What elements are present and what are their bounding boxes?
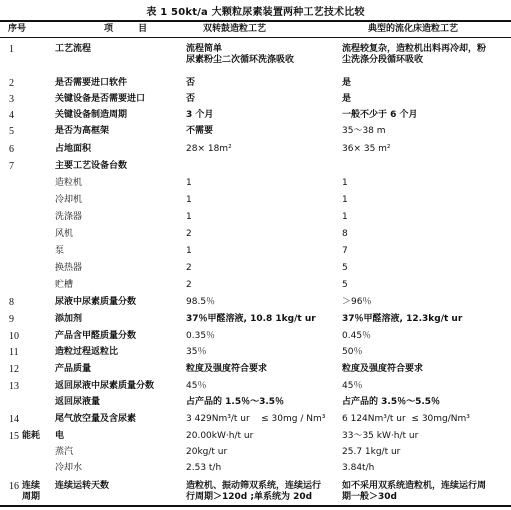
row-drum-value: 3 429Nm³/t ur ≤ 30mg / Nm³ <box>186 414 326 424</box>
row-item: 贮槽 <box>55 280 74 290</box>
row-item: 电 <box>55 431 65 441</box>
row-item: 关键设备是否需要进口 <box>55 94 146 104</box>
row-item: 连续运转天数 <box>55 481 110 491</box>
row-fluid-value: 36× 35 m² <box>342 144 391 154</box>
row-drum-value: 2 <box>186 280 192 290</box>
row-category: 能耗 <box>22 431 41 441</box>
row-number: 9 <box>9 314 14 325</box>
row-item: 换热器 <box>55 263 83 273</box>
row-number: 3 <box>9 94 14 105</box>
row-number: 5 <box>9 126 14 137</box>
row-fluid-value: 50％ <box>342 347 363 357</box>
row-drum-value: 占产品的 1.5％～3.5％ <box>186 397 285 407</box>
row-item: 冷却机 <box>55 195 83 205</box>
row-item: 返回尿液中尿素质量分数 <box>55 381 155 391</box>
row-number: 15 <box>9 431 19 442</box>
row-item: 冷却水 <box>55 463 83 473</box>
row-drum-value: 1 <box>186 195 192 205</box>
row-fluid-value: ＞96％ <box>342 297 372 307</box>
row-fluid-value: 是 <box>342 94 352 104</box>
row-item: 返回尿液量 <box>55 397 101 407</box>
header-item: 项 目 <box>104 24 148 34</box>
row-drum-value: 否 <box>186 78 196 88</box>
row-drum-value: 20.00kW·h/t ur <box>186 431 254 441</box>
row-fluid-value: 3.84t/h <box>342 463 375 473</box>
row-item: 洗涤器 <box>55 212 83 222</box>
row-drum-value: 2 <box>186 229 192 239</box>
header-fluid: 典型的流化床造粒工艺 <box>368 24 459 34</box>
row-fluid-value: 7 <box>342 246 348 256</box>
row-item: 造粒机 <box>55 178 83 188</box>
row-drum-value: 2 <box>186 263 192 273</box>
row-item: 产品质量 <box>55 364 92 374</box>
row-item: 风机 <box>55 229 74 239</box>
row-number: 10 <box>9 331 19 342</box>
row-drum-value: 否 <box>186 94 196 104</box>
row-item: 是否需要进口软件 <box>55 78 128 88</box>
row-number: 14 <box>9 414 19 425</box>
row-item: 工艺流程 <box>55 44 92 54</box>
row-fluid-value: 33～35 kW·h/t ur <box>342 431 419 441</box>
header-no: 序号 <box>8 24 27 34</box>
row-fluid-value: 0.45％ <box>342 331 372 341</box>
row-fluid-value: 45％ <box>342 381 363 391</box>
row-fluid-value: 流程较复杂，造粒机出料再冷却，粉 尘洗涤分段循环吸收 <box>342 44 487 65</box>
row-item: 蒸汽 <box>55 447 74 457</box>
row-drum-value: 造粒机、振动筛双系统，连续运行 行周期＞120d ;单系统为 20d <box>186 481 322 502</box>
row-fluid-value: 35～38 m <box>342 126 386 136</box>
row-item: 产品含甲醛质量分数 <box>55 331 137 341</box>
top-rule <box>0 20 511 22</box>
row-drum-value: 37％甲醛溶液, 10.8 1kg/t ur <box>186 314 316 324</box>
row-number: 11 <box>9 347 19 358</box>
row-item: 占地面积 <box>55 144 92 154</box>
row-fluid-value: 粒度及强度符合要求 <box>342 364 424 374</box>
row-drum-value: 0.35％ <box>186 331 216 341</box>
row-item: 是否为高框架 <box>55 126 110 136</box>
row-drum-value: 1 <box>186 246 192 256</box>
row-drum-value: 3 个月 <box>186 110 214 120</box>
row-drum-value: 1 <box>186 178 192 188</box>
row-number: 4 <box>9 110 14 121</box>
row-number: 2 <box>9 78 14 89</box>
row-fluid-value: 5 <box>342 280 348 290</box>
row-number: 6 <box>9 144 14 155</box>
row-fluid-value: 如不采用双系统造粒机，连续运行周 期一般＞30d <box>342 481 487 502</box>
row-drum-value: 20kg/t ur <box>186 447 228 457</box>
row-fluid-value: 5 <box>342 263 348 273</box>
row-number: 8 <box>9 297 14 308</box>
row-number: 12 <box>9 364 19 375</box>
row-fluid-value: 25.7 1kg/t ur <box>342 447 401 457</box>
row-drum-value: 45％ <box>186 381 207 391</box>
row-item: 尾气放空量及含尿素 <box>55 414 137 424</box>
row-item: 泵 <box>55 246 65 256</box>
row-number: 13 <box>9 381 19 392</box>
row-item: 添加剂 <box>55 314 83 324</box>
row-item: 主要工艺设备台数 <box>55 161 128 171</box>
row-drum-value: 98.5％ <box>186 297 216 307</box>
row-fluid-value: 8 <box>342 229 348 239</box>
row-fluid-value: 一般不少于 6 个月 <box>342 110 418 120</box>
table-caption: 表 1 50kt/a 大颗粒尿素装置两种工艺技术比较 <box>146 7 365 18</box>
row-drum-value: 流程简单 尿素粉尘二次循环洗涤吸收 <box>186 44 295 65</box>
row-drum-value: 35％ <box>186 347 207 357</box>
row-drum-value: 2.53 t/h <box>186 463 222 473</box>
row-drum-value: 粒度及强度符合要求 <box>186 364 268 374</box>
row-item: 关键设备制造周期 <box>55 110 128 120</box>
row-drum-value: 不需要 <box>186 126 214 136</box>
row-item: 造粒过程返粒比 <box>55 347 119 357</box>
header-drum: 双转鼓造粒工艺 <box>203 24 267 34</box>
row-fluid-value: 6 124Nm³/t ur ≤ 30mg/Nm³ <box>342 414 470 424</box>
row-fluid-value: 是 <box>342 78 352 88</box>
row-fluid-value: 37％甲醛溶液, 12.3kg/t ur <box>342 314 463 324</box>
row-fluid-value: 1 <box>342 212 348 222</box>
row-fluid-value: 1 <box>342 178 348 188</box>
header-rule <box>0 37 511 38</box>
row-item: 尿液中尿素质量分数 <box>55 297 137 307</box>
row-drum-value: 28× 18m² <box>186 144 232 154</box>
row-number: 7 <box>9 161 14 172</box>
bottom-rule <box>0 505 511 507</box>
row-number: 16 <box>9 481 19 492</box>
row-number: 1 <box>9 44 14 55</box>
row-fluid-value: 占产品的 3.5％～5.5％ <box>342 397 441 407</box>
row-category: 连续 周期 <box>22 481 41 502</box>
row-fluid-value: 1 <box>342 195 348 205</box>
row-drum-value: 1 <box>186 212 192 222</box>
